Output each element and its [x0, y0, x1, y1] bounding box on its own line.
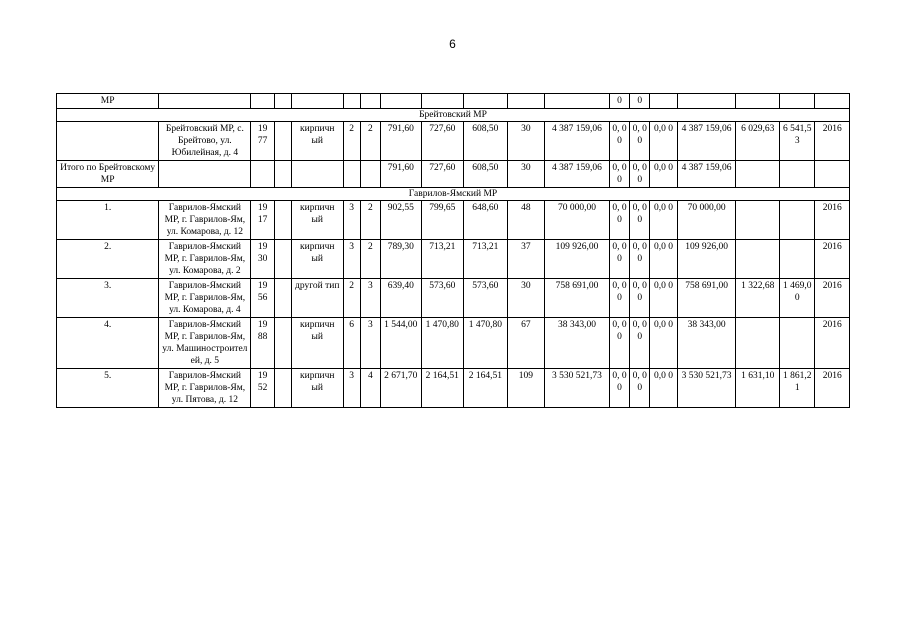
entrances-cell: 2: [360, 122, 380, 161]
row-number: 4.: [57, 318, 159, 369]
area-residents-cell: 608,50: [464, 161, 508, 188]
area-total-cell: 789,30: [381, 240, 422, 279]
area-living-cell: 727,60: [421, 122, 464, 161]
fund-regional-cell: 0, 0 0: [630, 122, 650, 161]
row-number: [57, 122, 159, 161]
entrances-cell: 2: [360, 240, 380, 279]
area-living-cell: 713,21: [421, 240, 464, 279]
residents-count-cell: 67: [507, 318, 544, 369]
cell: [274, 279, 291, 318]
fund-federal-cell: 0, 0 0: [609, 279, 629, 318]
table-row-continuation: [57, 94, 850, 109]
row-number: 1.: [57, 201, 159, 240]
material-cell: кирпичн ый: [291, 318, 343, 369]
table-row: [57, 122, 850, 161]
address-cell: Гаврилов-Ямский МР, г. Гаврилов-Ям, ул. Комарова, д. 2: [159, 240, 251, 279]
specific-cost-cell: [736, 201, 780, 240]
deadline-cell: 2016: [815, 240, 850, 279]
fund-local-cell: 0,0 0: [650, 201, 677, 240]
material-cell: другой тип: [291, 279, 343, 318]
cell: [381, 94, 422, 109]
table-row: [57, 318, 850, 369]
year-cell: 19 56: [251, 279, 274, 318]
table-row: [57, 161, 850, 188]
deadline-cell: 2016: [815, 369, 850, 408]
area-residents-cell: 608,50: [464, 122, 508, 161]
material-cell: кирпичн ый: [291, 122, 343, 161]
cell: [274, 318, 291, 369]
fund-local-cell: 0,0 0: [650, 161, 677, 188]
deadline-cell: 2016: [815, 201, 850, 240]
address-cell: Брейтовский МР, с. Брейтово, ул. Юбилейная, д. 4: [159, 122, 251, 161]
address-cell: Гаврилов-Ямский МР, г. Гаврилов-Ям, ул. Комарова, д. 12: [159, 201, 251, 240]
cell: [650, 94, 677, 109]
total-cost-cell: 4 387 159,06: [545, 161, 610, 188]
entrances-cell: 3: [360, 318, 380, 369]
fund-regional-cell: 0, 0 0: [630, 240, 650, 279]
floors-cell: 3: [343, 240, 360, 279]
residents-count-cell: 48: [507, 201, 544, 240]
total-cost-cell: 4 387 159,06: [545, 122, 610, 161]
total-cost-cell: 3 530 521,73: [545, 369, 610, 408]
cell-zero: 0: [609, 94, 629, 109]
year-cell: 19 17: [251, 201, 274, 240]
cell: [545, 94, 610, 109]
entrances-cell: [360, 161, 380, 188]
table-row: [57, 240, 850, 279]
limit-cost-cell: [780, 318, 815, 369]
material-cell: кирпичн ый: [291, 369, 343, 408]
fund-other-cell: 109 926,00: [677, 240, 736, 279]
fund-federal-cell: 0, 0 0: [609, 240, 629, 279]
cell: [291, 94, 343, 109]
fund-local-cell: 0,0 0: [650, 122, 677, 161]
specific-cost-cell: [736, 240, 780, 279]
fund-local-cell: 0,0 0: [650, 318, 677, 369]
area-total-cell: 2 671,70: [381, 369, 422, 408]
area-total-cell: 1 544,00: [381, 318, 422, 369]
residents-count-cell: 109: [507, 369, 544, 408]
section-header-row: [57, 109, 850, 122]
cell: [159, 94, 251, 109]
area-residents-cell: 1 470,80: [464, 318, 508, 369]
fund-local-cell: 0,0 0: [650, 369, 677, 408]
limit-cost-cell: 1 861,2 1: [780, 369, 815, 408]
cell: [736, 94, 780, 109]
cell: [274, 161, 291, 188]
year-cell: [251, 161, 274, 188]
table-row: [57, 369, 850, 408]
table-row: [57, 279, 850, 318]
area-total-cell: 639,40: [381, 279, 422, 318]
material-cell: кирпичн ый: [291, 240, 343, 279]
fund-federal-cell: 0, 0 0: [609, 318, 629, 369]
year-cell: 19 88: [251, 318, 274, 369]
fund-other-cell: 38 343,00: [677, 318, 736, 369]
total-cost-cell: 109 926,00: [545, 240, 610, 279]
section-header-row: [57, 188, 850, 201]
residents-count-cell: 30: [507, 122, 544, 161]
limit-cost-cell: [780, 201, 815, 240]
fund-other-cell: 758 691,00: [677, 279, 736, 318]
floors-cell: [343, 161, 360, 188]
cell-mr-label: МР: [57, 94, 159, 109]
entrances-cell: 4: [360, 369, 380, 408]
cell: [360, 94, 380, 109]
section-title: Гаврилов-Ямский МР: [57, 188, 850, 201]
deadline-cell: 2016: [815, 318, 850, 369]
fund-regional-cell: 0, 0 0: [630, 369, 650, 408]
material-cell: кирпичн ый: [291, 201, 343, 240]
fund-federal-cell: 0, 0 0: [609, 201, 629, 240]
cell: [343, 94, 360, 109]
limit-cost-cell: 1 469,0 0: [780, 279, 815, 318]
year-cell: 19 77: [251, 122, 274, 161]
row-number: Итого по Брейтовскому МР: [57, 161, 159, 188]
area-total-cell: 791,60: [381, 122, 422, 161]
total-cost-cell: 70 000,00: [545, 201, 610, 240]
cell: [507, 94, 544, 109]
fund-regional-cell: 0, 0 0: [630, 161, 650, 188]
fund-local-cell: 0,0 0: [650, 279, 677, 318]
fund-local-cell: 0,0 0: [650, 240, 677, 279]
address-cell: Гаврилов-Ямский МР, г. Гаврилов-Ям, ул. Комарова, д. 4: [159, 279, 251, 318]
address-cell: [159, 161, 251, 188]
fund-regional-cell: 0, 0 0: [630, 201, 650, 240]
total-cost-cell: 38 343,00: [545, 318, 610, 369]
fund-federal-cell: 0, 0 0: [609, 369, 629, 408]
area-living-cell: 727,60: [421, 161, 464, 188]
address-cell: Гаврилов-Ямский МР, г. Гаврилов-Ям, ул. Пятова, д. 12: [159, 369, 251, 408]
row-number: 3.: [57, 279, 159, 318]
residents-count-cell: 37: [507, 240, 544, 279]
cell: [274, 94, 291, 109]
cell: [274, 369, 291, 408]
material-cell: [291, 161, 343, 188]
specific-cost-cell: 6 029,63: [736, 122, 780, 161]
fund-other-cell: 4 387 159,06: [677, 161, 736, 188]
area-total-cell: 791,60: [381, 161, 422, 188]
cell: [677, 94, 736, 109]
residents-count-cell: 30: [507, 279, 544, 318]
area-living-cell: 2 164,51: [421, 369, 464, 408]
page-number: 6: [449, 37, 456, 51]
deadline-cell: 2016: [815, 279, 850, 318]
address-cell: Гаврилов-Ямский МР, г. Гаврилов-Ям, ул. Машиностроител ей, д. 5: [159, 318, 251, 369]
area-residents-cell: 573,60: [464, 279, 508, 318]
residents-count-cell: 30: [507, 161, 544, 188]
area-living-cell: 799,65: [421, 201, 464, 240]
row-number: 5.: [57, 369, 159, 408]
entrances-cell: 3: [360, 279, 380, 318]
cell: [815, 94, 850, 109]
cell: [251, 94, 274, 109]
entrances-cell: 2: [360, 201, 380, 240]
fund-regional-cell: 0, 0 0: [630, 279, 650, 318]
specific-cost-cell: [736, 161, 780, 188]
specific-cost-cell: 1 322,68: [736, 279, 780, 318]
cell: [274, 122, 291, 161]
row-number: 2.: [57, 240, 159, 279]
cell: [274, 240, 291, 279]
area-residents-cell: 648,60: [464, 201, 508, 240]
table-body: [57, 94, 850, 408]
deadline-cell: 2016: [815, 122, 850, 161]
limit-cost-cell: [780, 240, 815, 279]
fund-federal-cell: 0, 0 0: [609, 161, 629, 188]
cell: [421, 94, 464, 109]
fund-regional-cell: 0, 0 0: [630, 318, 650, 369]
housing-registry-table: [56, 93, 850, 408]
floors-cell: 2: [343, 279, 360, 318]
limit-cost-cell: 6 541,5 3: [780, 122, 815, 161]
total-cost-cell: 758 691,00: [545, 279, 610, 318]
area-living-cell: 1 470,80: [421, 318, 464, 369]
area-total-cell: 902,55: [381, 201, 422, 240]
table-row: [57, 201, 850, 240]
specific-cost-cell: [736, 318, 780, 369]
cell: [274, 201, 291, 240]
fund-other-cell: 3 530 521,73: [677, 369, 736, 408]
fund-other-cell: 70 000,00: [677, 201, 736, 240]
year-cell: 19 52: [251, 369, 274, 408]
fund-other-cell: 4 387 159,06: [677, 122, 736, 161]
area-residents-cell: 2 164,51: [464, 369, 508, 408]
floors-cell: 2: [343, 122, 360, 161]
fund-federal-cell: 0, 0 0: [609, 122, 629, 161]
deadline-cell: [815, 161, 850, 188]
floors-cell: 3: [343, 201, 360, 240]
cell-zero: 0: [630, 94, 650, 109]
floors-cell: 3: [343, 369, 360, 408]
cell: [780, 94, 815, 109]
section-title: Брейтовский МР: [57, 109, 850, 122]
specific-cost-cell: 1 631,10: [736, 369, 780, 408]
area-residents-cell: 713,21: [464, 240, 508, 279]
year-cell: 19 30: [251, 240, 274, 279]
limit-cost-cell: [780, 161, 815, 188]
area-living-cell: 573,60: [421, 279, 464, 318]
floors-cell: 6: [343, 318, 360, 369]
cell: [464, 94, 508, 109]
